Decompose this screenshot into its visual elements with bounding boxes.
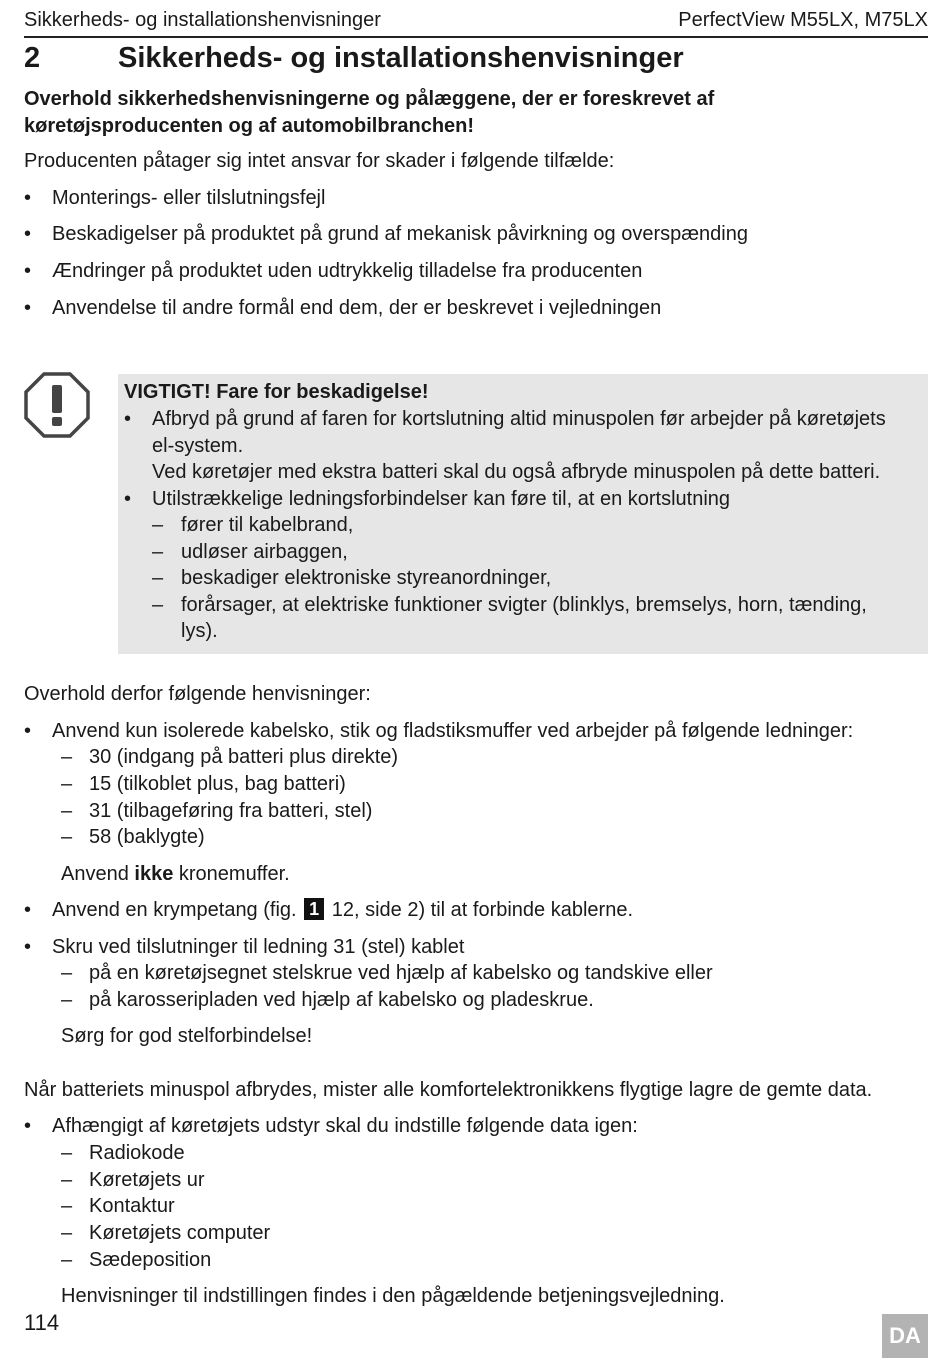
notice-item-note: Ved køretøjer med ekstra batteri skal du også afbryde minuspolen på dette batteri. [152,461,881,483]
dash-mark: – [61,746,73,768]
notice-subitem: forårsager, at elektriske funktioner svigter (blinklys, bremselys, horn, tænding, [181,594,867,616]
page-number: 114 [24,1310,60,1335]
dash-mark: – [61,1142,73,1164]
bullet-mark: • [24,936,32,958]
chapter-number: 2 [24,42,41,74]
battery-text: Når batteriets minuspol afbrydes, mister alle komfortelektronikkens flygtige lagre de gemte data. [24,1079,873,1101]
dash-mark: – [61,1195,73,1217]
notice-subitem: udløser airbaggen, [181,541,348,563]
bullet-mark: • [124,408,132,430]
dash-mark: – [61,989,73,1011]
emphasis: ikke [134,863,174,885]
chapter-title: Sikkerheds- og installationshenvisninger [118,42,684,74]
language-badge: DA [882,1314,928,1358]
dash-mark: – [152,541,164,563]
bullet-mark: • [124,488,132,510]
dash-mark: – [61,800,73,822]
dash-mark: – [61,826,73,848]
header-section-title: Sikkerheds- og installationshenvisninger [24,9,381,31]
liability-text: Producenten påtager sig intet ansvar for skader i følgende tilfælde: [24,150,615,172]
notice-item-cont: el-system. [152,435,244,457]
instruction-note: Sørg for god stelforbindelse! [61,1025,313,1047]
dash-mark: – [61,1222,73,1244]
bullet-mark: • [24,1115,32,1137]
dash-mark: – [152,594,164,616]
dash-mark: – [61,962,73,984]
notice-item: Afbryd på grund af faren for kortslutning altid minuspolen før arbejder på køretøjets [152,408,886,430]
instruction-note: Anvend ikke kronemuffer. [61,863,290,885]
notice-subitem: fører til kabelbrand, [181,514,354,536]
figure-number-badge: 1 [304,898,324,920]
bullet-mark: • [24,720,32,742]
notice-title: VIGTIGT! Fare for beskadigelse! [124,381,429,403]
bullet-mark: • [24,899,32,921]
notice-box [118,374,928,654]
instructions-intro: Overhold derfor følgende henvisninger: [24,683,371,705]
intro-warning: Overhold sikkerhedshenvisningerne og pålæggene, der er foreskrevet af køretøjsproducenten og af automobilbranchen! [24,88,715,137]
notice-subitem: beskadiger elektroniske styreanordninger, [181,567,552,589]
dash-mark: – [61,1249,73,1271]
bullet-mark: • [24,187,32,209]
dash-mark: – [61,773,73,795]
bullet-mark: • [24,223,32,245]
battery-note: Henvisninger til indstillingen findes i den pågældende betjeningsvejledning. [61,1285,725,1307]
exclamation-octagon-icon [24,372,90,438]
notice-subitem-cont: lys). [181,620,218,642]
header-product-name: PerfectView M55LX, M75LX [678,9,928,31]
dash-mark: – [152,567,164,589]
bullet-mark: • [24,260,32,282]
dash-mark: – [152,514,164,536]
dash-mark: – [61,1169,73,1191]
notice-item: Utilstrækkelige ledningsforbindelser kan føre til, at en kortslutning [152,488,731,510]
running-header [24,8,928,38]
bullet-mark: • [24,297,32,319]
